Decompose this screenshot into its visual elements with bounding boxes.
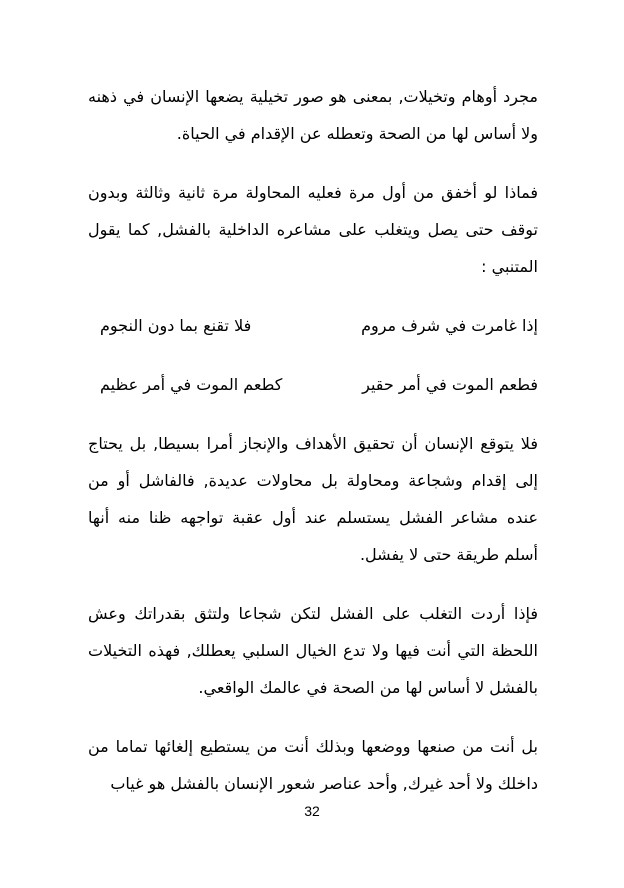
page-number: 32 xyxy=(304,803,320,819)
paragraph-5: بل أنت من صنعها ووضعها وبذلك أنت من يستطيع إلغائها تماما من داخلك ولا أحد غيرك, وأحد عناصر شعور الإنسان بالفشل هو غياب xyxy=(88,737,538,793)
poem-line-1-first-hemistich: إذا غامرت في شرف مروم xyxy=(361,316,538,335)
paragraph-1: مجرد أوهام وتخيلات, بمعنى هو صور تخيلية يضعها الإنسان في ذهنه ولا أساس لها من الصحة وتعطله عن الإقدام في الحياة. xyxy=(88,87,538,143)
poem-line-2-second-hemistich: كطعم الموت في أمر عظيم xyxy=(100,375,283,394)
poem-line-2 xyxy=(88,366,538,403)
page-body xyxy=(88,78,538,824)
poem-line-1-second-hemistich: فلا تقنع بما دون النجوم xyxy=(100,316,252,335)
poem-line-1 xyxy=(88,307,538,344)
paragraph-3: فلا يتوقع الإنسان أن تحقيق الأهداف والإنجاز أمرا بسيطا, بل يحتاج إلى إقدام وشجاعة ومحاولة بل محاولات عديدة, فالفاشل أو من عنده مشاعر الفشل يستسلم عند أول عقبة تواجهه ظنا منه أنها أسلم طريقة حتى لا يفشل. xyxy=(88,434,538,564)
paragraph-2: فماذا لو أخفق من أول مرة فعليه المحاولة مرة ثانية وثالثة وبدون توقف حتى يصل ويتغلب على مشاعره الداخلية بالفشل, كما يقول المتنبي : xyxy=(88,183,538,276)
poem-line-2-first-hemistich: فطعم الموت في أمر حقير xyxy=(362,375,538,394)
paragraph-4: فإذا أردت التغلب على الفشل لتكن شجاعا ولتثق بقدراتك وعش اللحظة التي أنت فيها ولا تدع الخيال السلبي يعطلك, فهذه التخيلات بالفشل لا أساس لها من الصحة في عالمك الواقعي. xyxy=(88,604,538,697)
